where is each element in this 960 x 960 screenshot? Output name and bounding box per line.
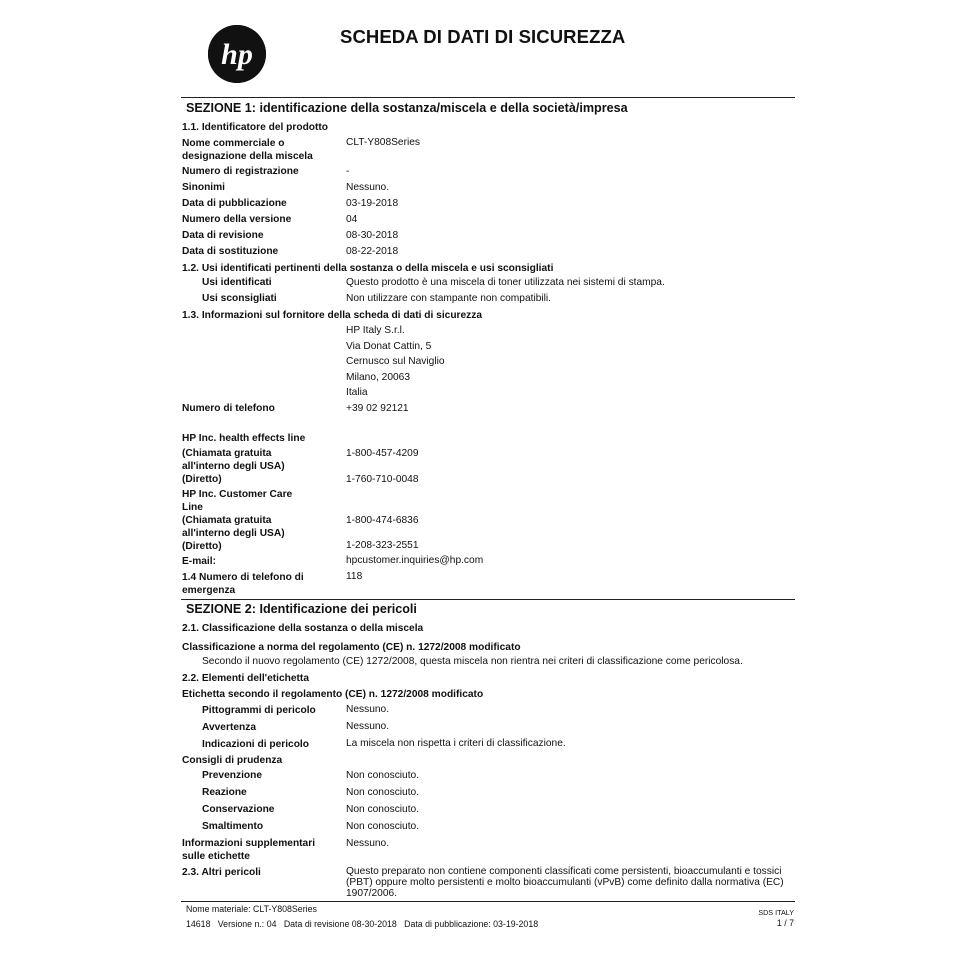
phone-value: +39 02 92121 bbox=[346, 403, 409, 414]
health-line-label: HP Inc. health effects line bbox=[182, 433, 306, 444]
email-value[interactable]: hpcustomer.inquiries@hp.com bbox=[346, 555, 484, 566]
revision-date-value: 08-30-2018 bbox=[346, 230, 399, 241]
prevention-value: Non conosciuto. bbox=[346, 770, 420, 781]
footer-material: Nome materiale: CLT-Y808Series bbox=[186, 904, 317, 914]
other-hazards-value: Questo preparato non contiene componenti classificati come persistenti, bioaccumulanti e tossici (PBT) oppure molto persistenti e molto bioaccumulanti (vPvB) come definito dalla normativa (EC) 1907/2006. bbox=[346, 866, 784, 900]
trade-name-value: CLT-Y808Series bbox=[346, 137, 420, 148]
address-line: Italia bbox=[346, 387, 368, 398]
subsection-1-1: 1.1. Identificatore del prodotto bbox=[182, 122, 329, 133]
uses-advised-against-value: Non utilizzare con stampante non compatibili. bbox=[346, 293, 551, 304]
care-direct-label: (Diretto) bbox=[182, 541, 222, 552]
emergency-label: 1.4 Numero di telefono di emergenza bbox=[182, 572, 304, 596]
identified-uses-label: Usi identificati bbox=[202, 277, 272, 288]
footer-page-number: 1 / 7 bbox=[776, 918, 794, 928]
hazard-statements-value: La miscela non rispetta i criteri di classificazione. bbox=[346, 738, 566, 749]
revision-date-label: Data di revisione bbox=[182, 230, 264, 241]
disposal-value: Non conosciuto. bbox=[346, 821, 420, 832]
hp-logo bbox=[208, 25, 266, 83]
document-title: SCHEDA DI DATI DI SICUREZZA bbox=[340, 26, 626, 47]
substitution-date-value: 08-22-2018 bbox=[346, 246, 399, 257]
address-line: Via Donat Cattin, 5 bbox=[346, 341, 432, 352]
signal-word-label: Avvertenza bbox=[202, 722, 256, 733]
subsection-1-3: 1.3. Informazioni sul fornitore della scheda di dati di sicurezza bbox=[182, 310, 483, 321]
version-value: 04 bbox=[346, 214, 358, 225]
signal-word-value: Nessuno. bbox=[346, 721, 390, 732]
publication-date-value: 03-19-2018 bbox=[346, 198, 399, 209]
section-rule bbox=[181, 599, 795, 600]
footer-rule bbox=[181, 901, 795, 902]
subsection-2-2: 2.2. Elementi dell'etichetta bbox=[182, 673, 309, 684]
substitution-date-label: Data di sostituzione bbox=[182, 246, 279, 257]
publication-date-label: Data di pubblicazione bbox=[182, 198, 287, 209]
health-direct-label: (Diretto) bbox=[182, 474, 222, 485]
subsection-1-2: 1.2. Usi identificati pertinenti della sostanza o della miscela e usi sconsigliati bbox=[182, 263, 554, 274]
synonyms-label: Sinonimi bbox=[182, 182, 226, 193]
trade-name-label: Nome commerciale o designazione della miscela bbox=[182, 138, 313, 162]
synonyms-value: Nessuno. bbox=[346, 182, 390, 193]
address-line: Cernusco sul Naviglio bbox=[346, 356, 445, 367]
uses-advised-against-label: Usi sconsigliati bbox=[202, 293, 277, 304]
version-label: Numero della versione bbox=[182, 214, 292, 225]
pictograms-label: Pittogrammi di pericolo bbox=[202, 705, 316, 716]
address-line: HP Italy S.r.l. bbox=[346, 325, 405, 336]
phone-label: Numero di telefono bbox=[182, 403, 275, 414]
subsection-2-1: 2.1. Classificazione della sostanza o della miscela bbox=[182, 623, 424, 634]
classification-heading: Classificazione a norma del regolamento (CE) n. 1272/2008 modificato bbox=[182, 642, 521, 653]
precautionary-heading: Consigli di prudenza bbox=[182, 755, 283, 766]
care-direct-value: 1-208-323-2551 bbox=[346, 540, 419, 551]
care-line-label: HP Inc. Customer Care Line bbox=[182, 489, 293, 513]
hp-logo-icon bbox=[208, 25, 266, 83]
registration-label: Numero di registrazione bbox=[182, 166, 299, 177]
hazard-statements-label: Indicazioni di pericolo bbox=[202, 739, 309, 750]
other-hazards-label: 2.3. Altri pericoli bbox=[182, 867, 261, 878]
emergency-value: 118 bbox=[346, 571, 363, 582]
care-tollfree-label: (Chiamata gratuita all'interno degli USA) bbox=[182, 515, 285, 539]
pictograms-value: Nessuno. bbox=[346, 704, 390, 715]
health-tollfree-value: 1-800-457-4209 bbox=[346, 448, 419, 459]
prevention-label: Prevenzione bbox=[202, 770, 263, 781]
footer-meta: 14618 Versione n.: 04 Data di revisione 08-30-2018 Data di pubblicazione: 03-19-2018 bbox=[186, 919, 539, 929]
response-label: Reazione bbox=[202, 787, 247, 798]
identified-uses-value: Questo prodotto è una miscela di toner utilizzata nei sistemi di stampa. bbox=[346, 277, 665, 288]
supplemental-info-value: Nessuno. bbox=[346, 838, 390, 849]
hp-logo-text: hp bbox=[221, 38, 253, 71]
classification-text: Secondo il nuovo regolamento (CE) 1272/2008, questa miscela non rientra nei criteri di classificazione come pericolosa. bbox=[202, 656, 743, 667]
section1-heading: SEZIONE 1: identificazione della sostanza/miscela e della società/impresa bbox=[186, 101, 628, 115]
email-label: E-mail: bbox=[182, 556, 216, 567]
care-tollfree-value: 1-800-474-6836 bbox=[346, 515, 419, 526]
label-heading: Etichetta secondo il regolamento (CE) n. 1272/2008 modificato bbox=[182, 689, 484, 700]
storage-value: Non conosciuto. bbox=[346, 804, 420, 815]
storage-label: Conservazione bbox=[202, 804, 275, 815]
footer-region: SDS ITALY bbox=[758, 908, 794, 917]
registration-value: - bbox=[346, 166, 350, 177]
disposal-label: Smaltimento bbox=[202, 821, 264, 832]
section2-heading: SEZIONE 2: Identificazione dei pericoli bbox=[186, 602, 417, 616]
health-tollfree-label: (Chiamata gratuita all'interno degli USA) bbox=[182, 448, 285, 472]
response-value: Non conosciuto. bbox=[346, 787, 420, 798]
supplemental-info-label: Informazioni supplementari sulle etichette bbox=[182, 838, 316, 862]
address-line: Milano, 20063 bbox=[346, 372, 411, 383]
section-rule bbox=[181, 97, 795, 98]
health-direct-value: 1-760-710-0048 bbox=[346, 474, 419, 485]
